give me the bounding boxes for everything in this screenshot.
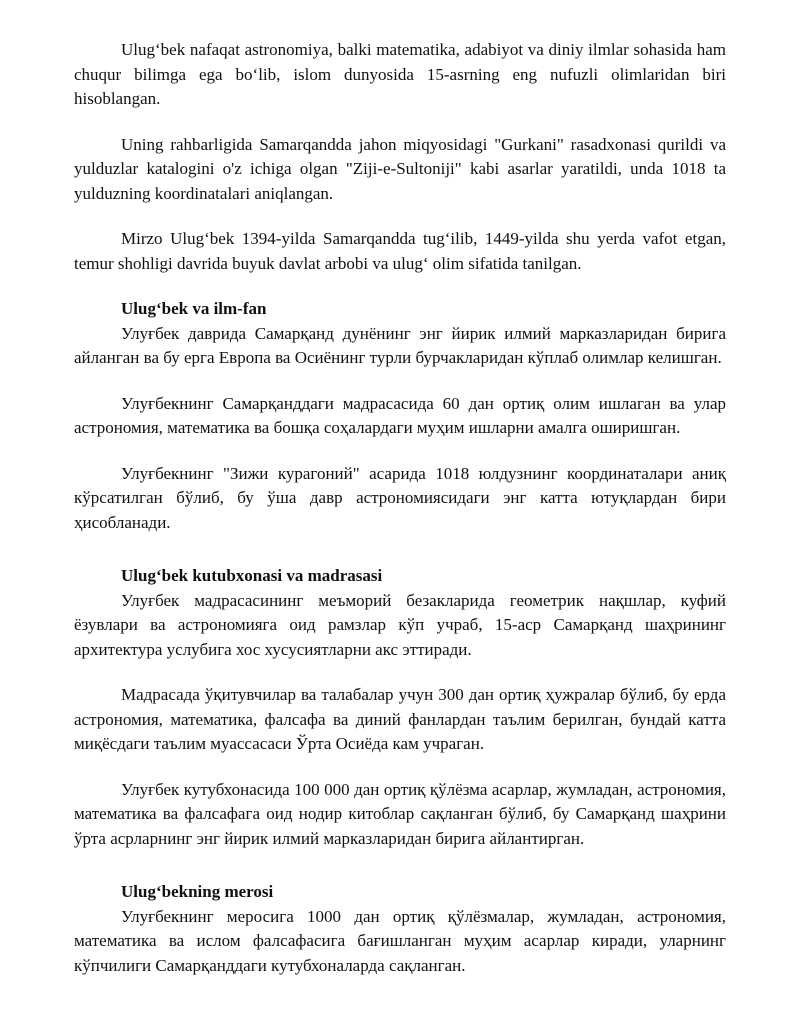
section-heading-legacy: Ulug‘bekning merosi: [121, 882, 274, 901]
library-paragraph-1: Улуғбек мадрасасининг меъморий безакларида геометрик нақшлар, куфий ёзувлари ва астрономияга оид рамзлар кўп учраб, 15-аср Самарқанд шаҳрининг архитектура услубига хос хусусиятларни акс эттиради.: [74, 590, 726, 659]
intro-paragraph-1: Ulug‘bek nafaqat astronomiya, balki matematika, adabiyot va diniy ilmlar sohasida ham chuqur bilimga ega bo‘lib, islom dunyosida 15-asrning eng nufuzli olimlaridan biri hisoblangan.: [74, 40, 726, 108]
section-heading-library: Ulug‘bek kutubxonasi va madrasasi: [121, 566, 383, 585]
legacy-paragraph-1: Улуғбекнинг меросига 1000 дан ортиқ қўлёзмалар, жумладан, астрономия, математика ва ислом фалсафасига бағишланган муҳим асарлар киради, уларнинг кўпчилиги Самарқанддаги кутубхоналарда сақланган.: [74, 906, 726, 975]
section-heading-science: Ulug‘bek va ilm-fan: [121, 299, 267, 318]
library-paragraph-2: Мадрасада ўқитувчилар ва талабалар учун 300 дан ортиқ ҳужралар бўлиб, бу ерда астрономия, математика, фалсафа ва диний фанлардан таълим берилган, бундай катта миқёсдаги таълим муассасаси Ўрта Осиёда кам учраган.: [74, 685, 726, 753]
library-paragraph-3: Улуғбек кутубхонасида 100 000 дан ортиқ қўлёзма асарлар, жумладан, астрономия, математика ва фалсафага оид нодир китоблар сақланган бўлиб, бу Самарқанд шаҳрини ўрта асрларнинг энг йирик илмий марказларидан бирига айлантирган.: [74, 779, 726, 848]
document-page: [74, 38, 726, 978]
intro-paragraph-3: Mirzo Ulug‘bek 1394-yilda Samarqandda tug‘ilib, 1449-yilda shu yerda vafot etgan, temur shohligi davrida buyuk davlat arbobi va ulug‘ olim sifatida tanilgan.: [74, 229, 726, 273]
science-paragraph-2: Улуғбекнинг Самарқанддаги мадрасасида 60 дан ортиқ олим ишлаган ва улар астрономия, математика ва бошқа соҳалардаги муҳим ишларни амалга оширишган.: [74, 393, 726, 437]
science-paragraph-1: Улуғбек даврида Самарқанд дунёнинг энг йирик илмий марказларидан бирига айланган ва бу ерга Европа ва Осиёнинг турли бурчакларидан кўплаб олимлар келишган.: [74, 323, 726, 367]
intro-paragraph-2: Uning rahbarligida Samarqandda jahon miqyosidagi "Gurkani" rasadxonasi qurildi va yulduzlar katalogini o'z ichiga olgan "Ziji-e-Sultoniji" kabi asarlar yaratildi, unda 1018 ta yulduzning koordinatalari aniqlangan.: [74, 134, 726, 203]
science-paragraph-3: Улуғбекнинг "Зижи курагоний" асарида 1018 юлдузнинг координаталари аниқ кўрсатилган бўлиб, бу ўша давр астрономиясидаги энг катта ютуқлардан бири ҳисобланади.: [74, 463, 726, 532]
